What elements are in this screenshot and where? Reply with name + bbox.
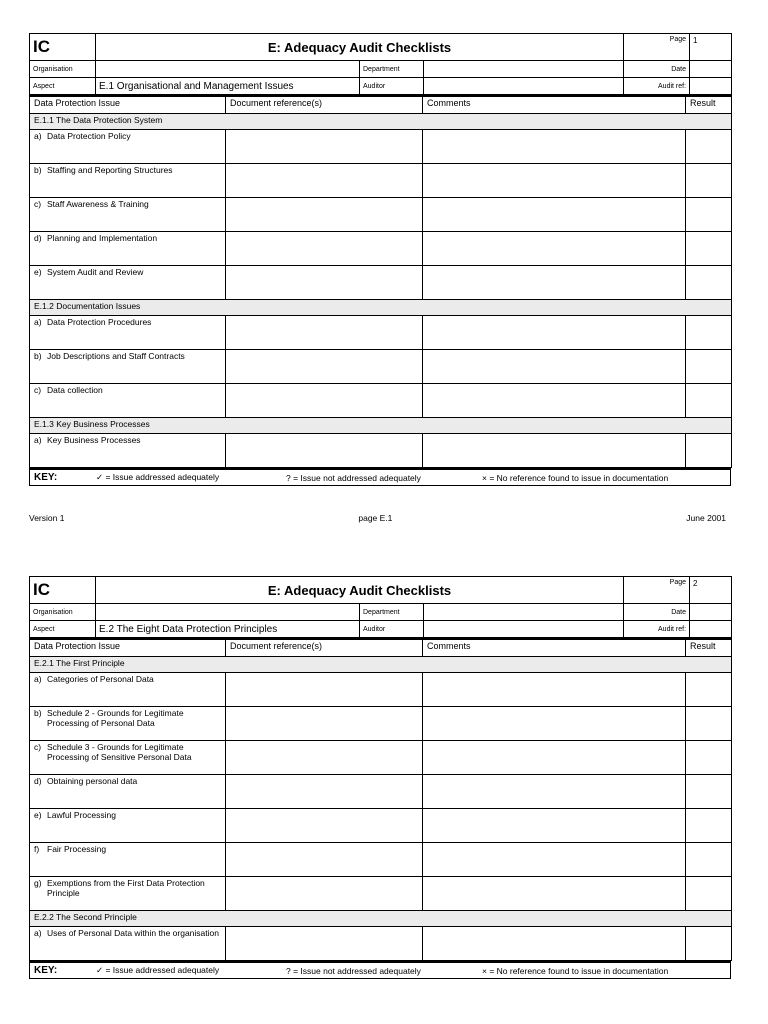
header-table (29, 33, 732, 95)
checklist-row (30, 877, 732, 911)
page-number: 2 (690, 577, 732, 604)
issue-column-header: Data Protection Issue (30, 96, 226, 114)
issue-column-header: Data Protection Issue (30, 639, 226, 657)
date-label: Date (624, 604, 690, 621)
issue-label (34, 878, 221, 898)
document-reference-cell[interactable] (226, 232, 423, 266)
issue-text: Categories of Personal Data (47, 674, 154, 684)
organisation-label: Organisation (30, 604, 96, 621)
issue-text: Obtaining personal data (47, 776, 138, 786)
comments-column-header: Comments (423, 639, 686, 657)
issue-letter: f) (34, 844, 40, 854)
issue-text: Exemptions from the First Data Protection Principle (47, 878, 205, 898)
issue-letter: a) (34, 131, 42, 141)
checklist-row (30, 198, 732, 232)
key-not-adequate: ? = Issue not addressed adequately (286, 472, 421, 483)
result-cell[interactable] (686, 775, 732, 809)
issue-letter: c) (34, 385, 42, 395)
document-reference-column-header: Document reference(s) (226, 639, 423, 657)
checklist-row (30, 707, 732, 741)
date-field[interactable] (690, 61, 732, 78)
issue-text: Staffing and Reporting Structures (47, 165, 173, 175)
comments-cell[interactable] (423, 164, 686, 198)
checklist-row (30, 384, 732, 418)
checklist-row (30, 809, 732, 843)
checklist-row (30, 232, 732, 266)
issue-cell (30, 164, 226, 198)
comments-cell[interactable] (423, 843, 686, 877)
key-legend (29, 468, 731, 486)
comments-cell[interactable] (423, 198, 686, 232)
comments-cell[interactable] (423, 316, 686, 350)
footer-date: June 2001 (686, 513, 726, 523)
page-label: Page (624, 577, 690, 604)
section-heading: E.1.3 Key Business Processes (30, 418, 732, 434)
issue-cell (30, 927, 226, 961)
document-reference-cell[interactable] (226, 164, 423, 198)
issue-text: Key Business Processes (47, 435, 141, 445)
issue-cell (30, 775, 226, 809)
result-cell[interactable] (686, 927, 732, 961)
checklist-row (30, 434, 732, 468)
audit-ref-label: Audit ref: (624, 78, 690, 95)
issue-label (34, 844, 221, 854)
logo: IC (30, 577, 96, 604)
issue-label (34, 708, 221, 728)
issue-text: Planning and Implementation (47, 233, 158, 243)
result-cell[interactable] (686, 809, 732, 843)
checklist-table (29, 638, 732, 961)
checklist-row (30, 130, 732, 164)
issue-cell (30, 198, 226, 232)
document-reference-cell[interactable] (226, 927, 423, 961)
comments-column-header: Comments (423, 96, 686, 114)
comments-cell[interactable] (423, 384, 686, 418)
checklist-table (29, 95, 732, 468)
issue-label (34, 317, 221, 327)
section-heading: E.1.2 Documentation Issues (30, 300, 732, 316)
checklist-row (30, 673, 732, 707)
issue-text: Schedule 2 - Grounds for Legitimate Processing of Personal Data (47, 708, 184, 728)
key-adequate: ✓ = Issue addressed adequately (96, 965, 220, 975)
checklist-row (30, 741, 732, 775)
aspect-label: Aspect (30, 78, 96, 95)
issue-text: Lawful Processing (47, 810, 116, 820)
issue-text: Data collection (47, 385, 103, 395)
checklist-row (30, 843, 732, 877)
comments-cell[interactable] (423, 130, 686, 164)
issue-label (34, 674, 221, 684)
document-reference-cell[interactable] (226, 384, 423, 418)
issue-label (34, 810, 221, 820)
issue-text: Schedule 3 - Grounds for Legitimate Processing of Sensitive Personal Data (47, 742, 192, 762)
issue-letter: e) (34, 267, 42, 277)
aspect-label: Aspect (30, 621, 96, 638)
department-field[interactable] (424, 604, 624, 621)
key-title: KEY: (34, 472, 58, 483)
result-cell[interactable] (686, 673, 732, 707)
issue-text: Fair Processing (47, 844, 107, 854)
key-no-reference: × = No reference found to issue in documentation (482, 472, 669, 483)
issue-cell (30, 266, 226, 300)
comments-cell[interactable] (423, 266, 686, 300)
result-cell[interactable] (686, 164, 732, 198)
result-cell[interactable] (686, 130, 732, 164)
result-cell[interactable] (686, 741, 732, 775)
issue-label (34, 131, 221, 141)
issue-letter: a) (34, 435, 42, 445)
result-cell[interactable] (686, 707, 732, 741)
issue-cell (30, 809, 226, 843)
document-reference-column-header: Document reference(s) (226, 96, 423, 114)
document-reference-cell[interactable] (226, 350, 423, 384)
comments-cell[interactable] (423, 434, 686, 468)
issue-text: System Audit and Review (47, 267, 144, 277)
checklist-row (30, 316, 732, 350)
issue-text: Data Protection Policy (47, 131, 131, 141)
key-not-adequate: ? = Issue not addressed adequately (286, 965, 421, 976)
issue-letter: c) (34, 199, 42, 209)
page-footer (29, 513, 726, 523)
result-column-header: Result (686, 96, 732, 114)
department-label: Department (360, 61, 424, 78)
comments-cell[interactable] (423, 707, 686, 741)
comments-cell[interactable] (423, 775, 686, 809)
section-heading: E.2.2 The Second Principle (30, 911, 732, 927)
auditor-label: Auditor (360, 78, 424, 95)
audit-ref-field[interactable] (690, 621, 732, 638)
key-row (34, 965, 726, 976)
comments-cell[interactable] (423, 877, 686, 911)
date-label: Date (624, 61, 690, 78)
result-cell[interactable] (686, 350, 732, 384)
issue-text: Uses of Personal Data within the organisation (47, 928, 219, 938)
audit-ref-field[interactable] (690, 78, 732, 95)
issue-cell (30, 350, 226, 384)
document-reference-cell[interactable] (226, 877, 423, 911)
aspect-value: E.1 Organisational and Management Issues (96, 78, 360, 95)
department-label: Department (360, 604, 424, 621)
issue-cell (30, 741, 226, 775)
organisation-field[interactable] (96, 604, 360, 621)
organisation-field[interactable] (96, 61, 360, 78)
issue-letter: b) (34, 165, 42, 175)
issue-cell (30, 130, 226, 164)
issue-label (34, 435, 221, 445)
issue-text: Staff Awareness & Training (47, 199, 149, 209)
section-heading: E.2.1 The First Principle (30, 657, 732, 673)
footer-version: Version 1 (29, 513, 65, 523)
result-cell[interactable] (686, 232, 732, 266)
issue-letter: b) (34, 708, 42, 718)
key-title: KEY: (34, 965, 58, 976)
issue-text: Data Protection Procedures (47, 317, 152, 327)
document-reference-cell[interactable] (226, 673, 423, 707)
checklist-row (30, 164, 732, 198)
footer-page: page E.1 (358, 513, 393, 523)
document-reference-cell[interactable] (226, 707, 423, 741)
auditor-field[interactable] (424, 621, 624, 638)
issue-letter: g) (34, 878, 42, 888)
document-reference-cell[interactable] (226, 434, 423, 468)
issue-cell (30, 434, 226, 468)
checklist-row (30, 350, 732, 384)
issue-label (34, 385, 221, 395)
checklist-page-1 (29, 33, 731, 486)
issue-label (34, 267, 221, 277)
issue-cell (30, 707, 226, 741)
issue-letter: e) (34, 810, 42, 820)
department-field[interactable] (424, 61, 624, 78)
comments-cell[interactable] (423, 673, 686, 707)
key-legend (29, 961, 731, 979)
document-reference-cell[interactable] (226, 741, 423, 775)
checklist-row (30, 775, 732, 809)
result-cell[interactable] (686, 198, 732, 232)
issue-cell (30, 673, 226, 707)
key-cell (30, 469, 731, 486)
document-reference-cell[interactable] (226, 775, 423, 809)
result-cell[interactable] (686, 384, 732, 418)
auditor-label: Auditor (360, 621, 424, 638)
result-column-header: Result (686, 639, 732, 657)
issue-label (34, 928, 221, 938)
document-reference-cell[interactable] (226, 266, 423, 300)
issue-letter: a) (34, 674, 42, 684)
aspect-value: E.2 The Eight Data Protection Principles (96, 621, 360, 638)
issue-cell (30, 877, 226, 911)
result-cell[interactable] (686, 266, 732, 300)
document-reference-cell[interactable] (226, 130, 423, 164)
key-adequate: ✓ = Issue addressed adequately (96, 472, 220, 482)
document-reference-cell[interactable] (226, 198, 423, 232)
comments-cell[interactable] (423, 741, 686, 775)
auditor-field[interactable] (424, 78, 624, 95)
issue-letter: c) (34, 742, 42, 752)
comments-cell[interactable] (423, 350, 686, 384)
document-reference-cell[interactable] (226, 809, 423, 843)
checklist-page-2 (29, 576, 731, 979)
issue-cell (30, 316, 226, 350)
issue-cell (30, 232, 226, 266)
result-cell[interactable] (686, 877, 732, 911)
key-no-reference: × = No reference found to issue in documentation (482, 965, 669, 976)
issue-letter: b) (34, 351, 42, 361)
issue-letter: d) (34, 776, 42, 786)
key-cell (30, 962, 731, 979)
issue-label (34, 776, 221, 786)
section-heading: E.1.1 The Data Protection System (30, 114, 732, 130)
checklist-row (30, 266, 732, 300)
document-title: E: Adequacy Audit Checklists (96, 577, 624, 604)
issue-cell (30, 843, 226, 877)
result-cell[interactable] (686, 843, 732, 877)
issue-label (34, 742, 221, 762)
result-cell[interactable] (686, 434, 732, 468)
issue-cell (30, 384, 226, 418)
logo: IC (30, 34, 96, 61)
header-table (29, 576, 732, 638)
date-field[interactable] (690, 604, 732, 621)
comments-cell[interactable] (423, 927, 686, 961)
issue-text: Job Descriptions and Staff Contracts (47, 351, 185, 361)
organisation-label: Organisation (30, 61, 96, 78)
document-reference-cell[interactable] (226, 843, 423, 877)
page-label: Page (624, 34, 690, 61)
issue-label (34, 351, 221, 361)
checklist-row (30, 927, 732, 961)
result-cell[interactable] (686, 316, 732, 350)
issue-label (34, 233, 221, 243)
issue-letter: a) (34, 317, 42, 327)
audit-ref-label: Audit ref: (624, 621, 690, 638)
issue-letter: a) (34, 928, 42, 938)
issue-label (34, 165, 221, 175)
page-number: 1 (690, 34, 732, 61)
issue-label (34, 199, 221, 209)
key-row (34, 472, 726, 483)
comments-cell[interactable] (423, 809, 686, 843)
comments-cell[interactable] (423, 232, 686, 266)
document-title: E: Adequacy Audit Checklists (96, 34, 624, 61)
document-reference-cell[interactable] (226, 316, 423, 350)
issue-letter: d) (34, 233, 42, 243)
